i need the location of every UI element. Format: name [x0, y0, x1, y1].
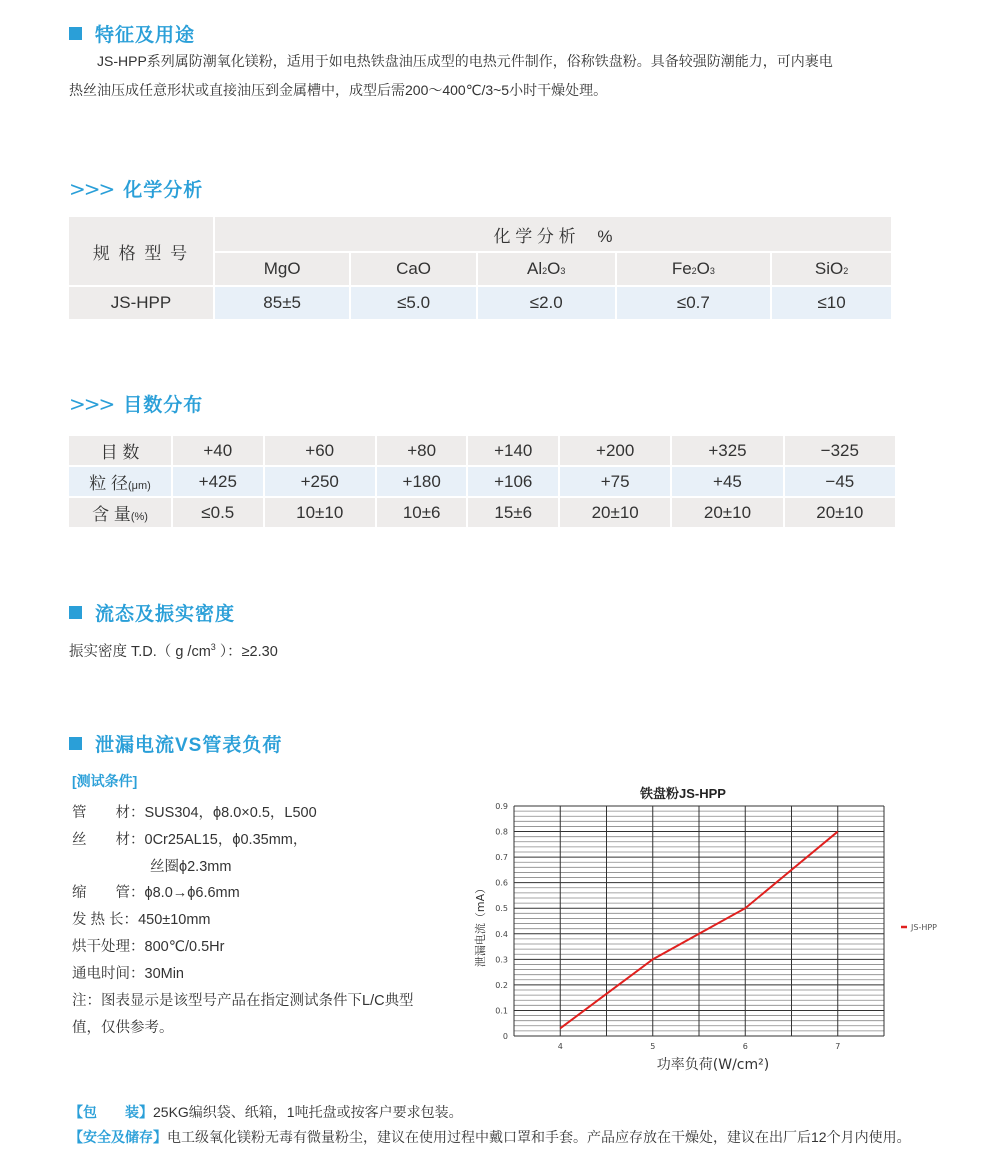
density-value: 振实密度 T.D.（ g $/cm^3$ ）：≥2.30: [69, 642, 278, 660]
mesh-cell: +140: [468, 436, 558, 465]
mesh-cell: +250: [265, 467, 375, 496]
row-label: 粒 径(μm): [69, 467, 171, 496]
condition-item: 烘干处理：800℃/0.5Hr: [72, 939, 225, 955]
value-cell: ≤10: [772, 287, 891, 319]
value-cell: ≤5.0: [351, 287, 476, 319]
svg-text:0.9: 0.9: [495, 802, 508, 811]
table-row: [69, 287, 891, 319]
mesh-cell: +325: [672, 436, 782, 465]
safety-info: 【安全及储存】电工级氧化镁粉无毒有微量粉尘，建议在使用过程中戴口罩和手套。产品应存放在干燥处，建议在出厂后12个月内使用。: [69, 1129, 911, 1145]
mesh-cell: 20±10: [785, 498, 895, 527]
x-axis-ticks: [558, 1042, 841, 1051]
svg-text:5: 5: [650, 1042, 656, 1051]
legend-label: JS-HPP: [911, 923, 937, 932]
mesh-cell: ≤0.5: [173, 498, 263, 527]
condition-item: 通电时间：30Min: [72, 966, 184, 982]
mesh-cell: 10±10: [265, 498, 375, 527]
condition-item: 丝圈ϕ2.3mm: [150, 859, 232, 875]
packing-info: 【包 装】25KG编织袋、纸箱，1吨托盘或按客户要求包装。: [69, 1104, 463, 1120]
section-title-leakage: [69, 730, 282, 757]
square-bullet-icon: [69, 606, 82, 619]
triple-chevron-icon: >>>: [69, 176, 114, 201]
mesh-cell: +40: [173, 436, 263, 465]
square-bullet-icon: [69, 737, 82, 750]
mesh-cell: +106: [468, 467, 558, 496]
x-axis-label: 功率负荷(W/cm²): [656, 1057, 770, 1073]
mesh-cell: 15±6: [468, 498, 558, 527]
mesh-cell: +60: [265, 436, 375, 465]
y-axis-ticks: [495, 802, 508, 1041]
svg-text:0.1: 0.1: [495, 1006, 508, 1016]
condition-note: 注：图表显示是该型号产品在指定测试条件下L/C典型: [72, 993, 414, 1009]
col-fe2o3: Fe2O3: [617, 253, 771, 285]
square-bullet-icon: [69, 27, 82, 40]
svg-text:0.7: 0.7: [495, 853, 508, 863]
mesh-cell: −45: [785, 467, 895, 496]
col-mgo: MgO: [215, 253, 349, 285]
group-header: 化 学 分 析 %: [215, 217, 891, 251]
condition-note: 值，仅供参考。: [72, 1020, 174, 1036]
col-cao: CaO: [351, 253, 476, 285]
leakage-chart: [470, 795, 950, 1085]
density-title: 流态及振实密度: [95, 604, 236, 625]
svg-text:0.6: 0.6: [495, 878, 508, 888]
condition-item: 发 热 长：450±10mm: [72, 912, 211, 928]
mesh-cell: +200: [560, 436, 670, 465]
svg-text:0.2: 0.2: [495, 980, 508, 990]
table-row: [69, 467, 895, 496]
section-title-mesh: [69, 390, 203, 417]
features-line-1: JS-HPP系列属防潮氧化镁粉，适用于如电热铁盘油压成型的电热元件制作，俗称铁盘粉。具备较强防潮能力，可内裹电: [97, 53, 833, 69]
mesh-table: [67, 434, 897, 529]
chemical-title: 化学分析: [123, 180, 204, 201]
mesh-cell: +425: [173, 467, 263, 496]
features-paragraph: [69, 47, 899, 105]
section-title-features: [69, 20, 195, 47]
triple-chevron-icon: >>>: [69, 391, 114, 416]
svg-text:0.4: 0.4: [495, 929, 508, 939]
value-cell: ≤0.7: [617, 287, 771, 319]
model-cell: JS-HPP: [69, 287, 213, 319]
mesh-cell: −325: [785, 436, 895, 465]
mesh-cell: +180: [377, 467, 467, 496]
row-label: 含 量(%): [69, 498, 171, 527]
svg-text:0: 0: [502, 1032, 508, 1041]
table-row: [69, 436, 895, 465]
chart-title: 铁盘粉JS-HPP: [640, 786, 726, 801]
svg-text:0.8: 0.8: [495, 827, 508, 837]
svg-text:4: 4: [557, 1042, 563, 1051]
condition-item: 缩 管：ϕ8.0→ϕ6.6mm: [72, 885, 240, 901]
mesh-cell: 10±6: [377, 498, 467, 527]
value-cell: ≤2.0: [478, 287, 615, 319]
section-title-chemical: [69, 175, 203, 202]
svg-text:7: 7: [835, 1042, 841, 1051]
col-sio2: SiO2: [772, 253, 891, 285]
model-header: 规 格 型 号: [69, 217, 213, 285]
leakage-title: 泄漏电流VS管表负荷: [95, 735, 283, 756]
condition-item: 丝 材：0Cr25AL15，ϕ0.35mm，: [72, 832, 308, 848]
mesh-cell: +80: [377, 436, 467, 465]
y-axis-label: 泄漏电流（mA）: [474, 882, 487, 968]
svg-text:0.3: 0.3: [495, 955, 508, 965]
mesh-cell: 20±10: [560, 498, 670, 527]
condition-item: 管 材：SUS304，ϕ8.0×0.5，L500: [72, 805, 317, 821]
col-al2o3: Al2O3: [478, 253, 615, 285]
row-label: 目 数: [69, 436, 171, 465]
svg-text:0.5: 0.5: [495, 904, 508, 914]
value-cell: 85±5: [215, 287, 349, 319]
mesh-cell: +45: [672, 467, 782, 496]
mesh-cell: +75: [560, 467, 670, 496]
table-row: [69, 498, 895, 527]
features-line-2: 热丝油压成任意形状或直接油压到金属槽中，成型后需200～400℃/3~5小时干燥处理。: [69, 82, 608, 98]
chemical-table: [67, 215, 893, 321]
conditions-label: [测试条件]: [72, 773, 138, 789]
features-title: 特征及用途: [95, 25, 196, 46]
svg-text:6: 6: [742, 1042, 748, 1051]
mesh-title: 目数分布: [123, 395, 204, 416]
section-title-density: [69, 599, 235, 626]
mesh-cell: 20±10: [672, 498, 782, 527]
